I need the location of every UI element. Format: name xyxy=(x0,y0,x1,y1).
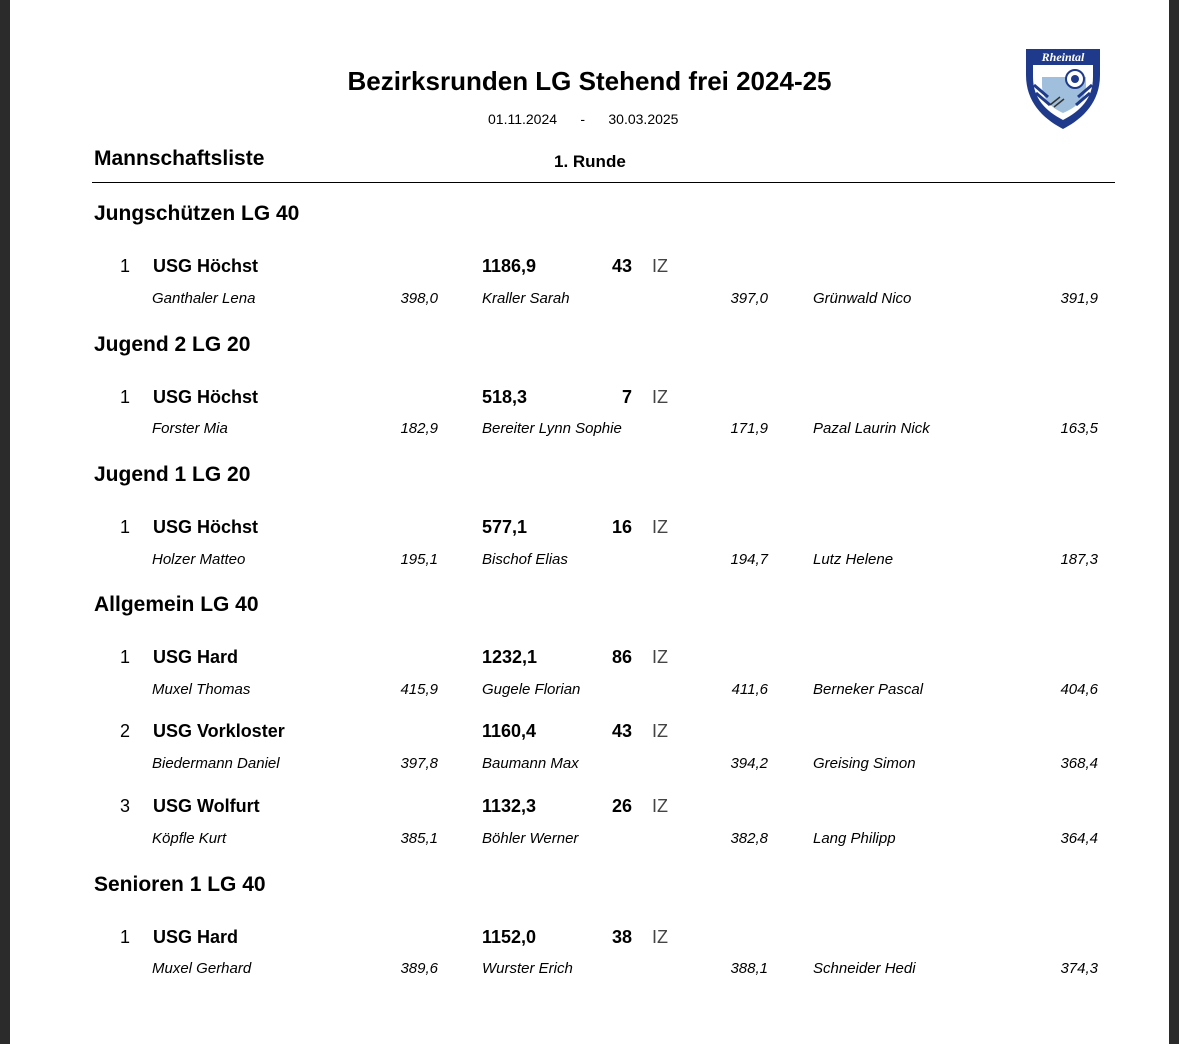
shooter-name: Muxel Thomas xyxy=(152,681,251,698)
shooter-name: Bereiter Lynn Sophie xyxy=(482,420,622,437)
shooter-score: 368,4 xyxy=(1060,755,1098,772)
team-name: USG Wolfurt xyxy=(153,796,260,816)
date-separator: - xyxy=(580,111,586,127)
header-divider xyxy=(92,182,1115,183)
team-rank: 1 xyxy=(120,387,131,407)
shooter-score: 194,7 xyxy=(730,551,768,568)
team-tens: 26 xyxy=(611,796,632,816)
shooter-name: Lutz Helene xyxy=(813,551,894,568)
logo-text: Rheintal xyxy=(1041,50,1085,64)
shooter-name: Pazal Laurin Nick xyxy=(813,420,930,437)
club-logo xyxy=(1020,45,1106,131)
team-row xyxy=(10,256,1169,280)
category-title: Jungschützen LG 40 xyxy=(94,202,300,225)
team-row xyxy=(10,647,1169,671)
shooter-name: Wurster Erich xyxy=(482,960,573,977)
team-total: 518,3 xyxy=(482,387,528,407)
shooter-score: 364,4 xyxy=(1060,830,1098,847)
shooter-score: 397,8 xyxy=(400,755,438,772)
team-rank: 1 xyxy=(120,927,131,947)
team-name: USG Vorkloster xyxy=(153,721,285,741)
shooter-score: 182,9 xyxy=(400,420,438,437)
shooter-score: 411,6 xyxy=(731,681,768,698)
shooter-score: 163,5 xyxy=(1060,420,1098,437)
team-flag: IZ xyxy=(652,796,668,816)
team-row xyxy=(10,721,1169,745)
shooter-score: 187,3 xyxy=(1060,551,1098,568)
shooter-row xyxy=(10,755,1169,775)
shooter-row xyxy=(10,960,1169,980)
team-row xyxy=(10,796,1169,820)
shooter-name: Biedermann Daniel xyxy=(152,755,280,772)
shooter-row xyxy=(10,551,1169,571)
team-total: 1232,1 xyxy=(482,647,538,667)
shooter-score: 388,1 xyxy=(730,960,768,977)
team-row xyxy=(10,517,1169,541)
shooter-score: 389,6 xyxy=(400,960,438,977)
team-total: 1152,0 xyxy=(482,927,537,947)
team-name: USG Hard xyxy=(153,647,239,667)
team-row xyxy=(10,927,1169,951)
team-flag: IZ xyxy=(652,927,668,947)
team-flag: IZ xyxy=(652,647,668,667)
team-total: 577,1 xyxy=(482,517,528,537)
shooter-name: Lang Philipp xyxy=(813,830,896,847)
team-name: USG Höchst xyxy=(153,387,259,407)
shooter-row xyxy=(10,681,1169,701)
shooter-name: Holzer Matteo xyxy=(152,551,246,568)
team-total: 1160,4 xyxy=(482,721,537,741)
page-title: Bezirksrunden LG Stehend frei 2024-25 xyxy=(347,66,832,96)
team-rank: 1 xyxy=(120,647,131,667)
team-tens: 86 xyxy=(611,647,632,667)
team-row xyxy=(10,387,1169,411)
shooter-score: 391,9 xyxy=(1060,290,1098,307)
team-flag: IZ xyxy=(652,721,668,741)
team-tens: 7 xyxy=(621,387,632,407)
category-title: Jugend 2 LG 20 xyxy=(94,333,251,356)
shooter-row xyxy=(10,830,1169,850)
shooter-row xyxy=(10,420,1169,440)
category-title: Senioren 1 LG 40 xyxy=(94,873,266,896)
shooter-score: 195,1 xyxy=(400,551,438,568)
date-start: 01.11.2024 xyxy=(488,111,558,127)
shooter-name: Kraller Sarah xyxy=(482,290,570,307)
team-total: 1186,9 xyxy=(482,256,537,276)
date-end: 30.03.2025 xyxy=(608,111,679,127)
list-title: Mannschaftsliste xyxy=(94,147,265,170)
team-name: USG Höchst xyxy=(153,256,259,276)
shooter-score: 382,8 xyxy=(730,830,768,847)
shooter-score: 398,0 xyxy=(400,290,438,307)
shooter-score: 394,2 xyxy=(730,755,768,772)
date-range xyxy=(488,111,678,127)
shooter-name: Ganthaler Lena xyxy=(152,290,256,307)
category-title: Allgemein LG 40 xyxy=(94,593,259,616)
shooter-name: Greising Simon xyxy=(813,755,916,772)
team-name: USG Hard xyxy=(153,927,239,947)
round-label: 1. Runde xyxy=(554,152,626,171)
team-rank: 1 xyxy=(120,517,131,537)
shooter-name: Böhler Werner xyxy=(482,830,579,847)
shooter-score: 385,1 xyxy=(400,830,438,847)
shooter-name: Muxel Gerhard xyxy=(152,960,252,977)
shooter-score: 171,9 xyxy=(730,420,768,437)
shooter-score: 404,6 xyxy=(1060,681,1098,698)
team-tens: 43 xyxy=(611,256,632,276)
document-page xyxy=(10,0,1169,1044)
shooter-name: Forster Mia xyxy=(152,420,228,437)
team-rank: 1 xyxy=(120,256,131,276)
shooter-name: Gugele Florian xyxy=(482,681,581,698)
team-tens: 38 xyxy=(611,927,632,947)
shooter-score: 397,0 xyxy=(730,290,768,307)
shooter-name: Köpfle Kurt xyxy=(152,830,227,847)
shooter-name: Grünwald Nico xyxy=(813,290,912,307)
team-flag: IZ xyxy=(652,387,668,407)
team-rank: 3 xyxy=(120,796,131,816)
team-total: 1132,3 xyxy=(482,796,537,816)
shooter-name: Bischof Elias xyxy=(482,551,568,568)
shooter-score: 415,9 xyxy=(400,681,438,698)
shooter-name: Berneker Pascal xyxy=(813,681,924,698)
shooter-name: Baumann Max xyxy=(482,755,579,772)
shooter-row xyxy=(10,290,1169,310)
team-name: USG Höchst xyxy=(153,517,259,537)
shooter-score: 374,3 xyxy=(1060,960,1098,977)
team-flag: IZ xyxy=(652,517,668,537)
shooter-name: Schneider Hedi xyxy=(813,960,916,977)
team-rank: 2 xyxy=(120,721,131,741)
team-flag: IZ xyxy=(652,256,668,276)
category-title: Jugend 1 LG 20 xyxy=(94,463,251,486)
team-tens: 16 xyxy=(611,517,632,537)
team-tens: 43 xyxy=(611,721,632,741)
